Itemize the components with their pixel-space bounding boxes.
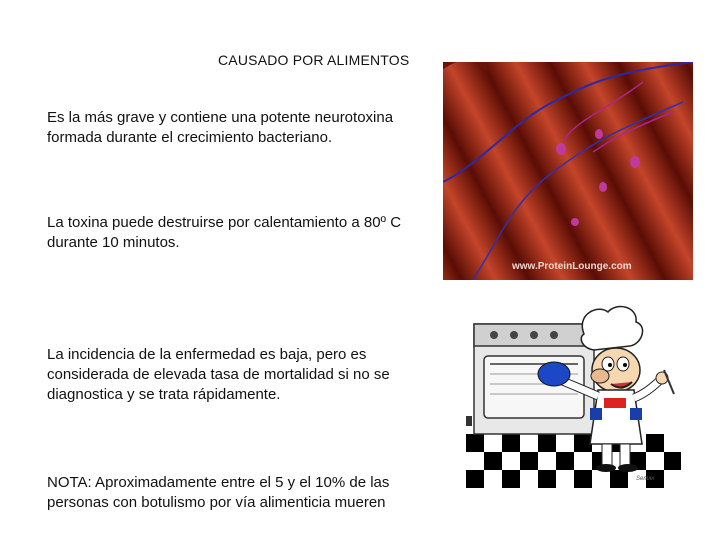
chef-image-signature: Sentier [636,476,656,482]
slide-title: CAUSADO POR ALIMENTOS [218,52,410,68]
paragraph-incidence: La incidencia de la enfermedad es baja, pero es considerada de elevada tasa de mortalidad si no se diagnostica y se trata rápidamente. [47,346,390,403]
chef-cartoon-image [466,304,681,488]
paragraph-mortality-note: NOTA: Aproximadamente entre el 5 y el 10% de las personas con botulismo por vía alimenticia mueren [47,474,390,511]
paragraph-neurotoxin: Es la más grave y contiene una potente neurotoxina formada durante el crecimiento bacteriano. [47,109,394,146]
muscle-fibers-image [443,62,693,280]
muscle-image-watermark: www.ProteinLounge.com [512,261,632,272]
paragraph-heat-destruction: La toxina puede destruirse por calentamiento a 80º C durante 10 minutos. [47,214,402,251]
